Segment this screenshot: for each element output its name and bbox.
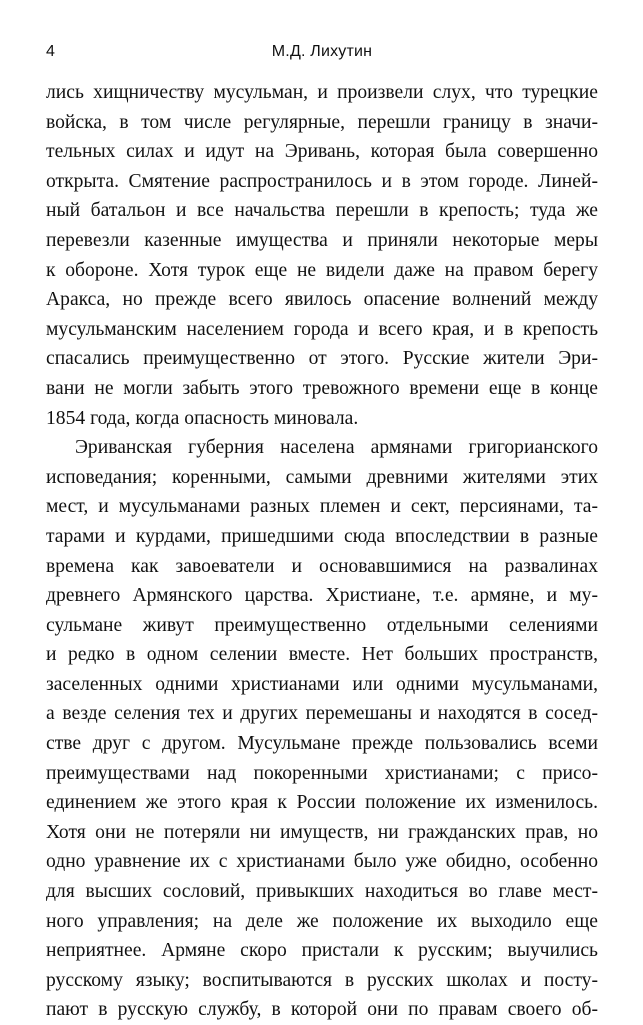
text-line: лись хищничеству мусульман, и произвели слух, что турецкие	[46, 82, 598, 103]
text-line: тельных силах и идут на Эривань, которая была совершенно	[46, 141, 598, 163]
text-line: тарами и курдами, пришедшими сюда впоследствии в разные	[46, 525, 598, 547]
text-line: 1854 года, когда опасность миновала.	[46, 407, 359, 429]
page-number: 4	[46, 43, 56, 60]
text-line: Хотя они не потеряли ни имуществ, ни гражданских прав, но	[46, 821, 598, 843]
text-line: исповедания; коренными, самыми древними жителями этих	[46, 466, 598, 488]
running-head: М.Д. Лихутин	[271, 43, 373, 60]
paragraph-1	[46, 78, 598, 433]
text-line: ного управления; на деле же положение их выходило еще	[46, 910, 598, 932]
text-line: мест, и мусульманами разных племен и сект, персиянами, та-	[46, 496, 598, 518]
text-line: Эриванская губерния населена армянами григорианского	[75, 437, 598, 459]
text-line: русскому языку; воспитываются в русских школах и посту-	[46, 969, 598, 991]
text-line: к обороне. Хотя турок еще не видели даже на правом берегу	[46, 259, 598, 281]
text-line: времена как завоеватели и основавшимися на развалинах	[46, 555, 598, 577]
page-header	[46, 43, 598, 67]
text-line: сульмане живут преимущественно отдельными селениями	[46, 614, 598, 636]
text-line: ный батальон и все начальства перешли в крепость; туда же	[46, 200, 598, 222]
text-line: мусульманским населением города и всего края, и в крепость	[46, 318, 598, 340]
text-line: преимуществами над покоренными христианами; с присо-	[46, 762, 598, 784]
text-line: для высших сословий, привыкших находиться во главе мест-	[46, 881, 598, 903]
text-line: Аракса, но прежде всего явилось опасение волнений между	[46, 289, 598, 311]
text-line: войска, в том числе регулярные, перешли границу в значи-	[46, 111, 598, 133]
text-line: а везде селения тех и других перемешаны и находятся в сосед-	[46, 703, 598, 725]
text-line: и редко в одном селении вместе. Нет больших пространств,	[46, 644, 598, 666]
text-line: открыта. Смятение распространилось и в этом городе. Линей-	[46, 170, 598, 192]
text-line: стве друг с другом. Мусульмане прежде пользовались всеми	[46, 733, 598, 755]
text-line: древнего Армянского царства. Христиане, т.е. армяне, и му-	[46, 585, 598, 607]
body-text	[46, 78, 598, 1025]
text-line: одно уравнение их с христианами было уже обидно, особенно	[46, 851, 598, 873]
text-line: неприятнее. Армяне скоро пристали к русским; выучились	[46, 940, 598, 962]
text-line: перевезли казенные имущества и приняли некоторые меры	[46, 229, 598, 251]
paragraph-2	[46, 433, 598, 1025]
text-line: пают в русскую службу, в которой они по правам своего об-	[46, 999, 598, 1021]
text-line: спасались преимущественно от этого. Русские жители Эри-	[46, 348, 598, 370]
text-line: единением же этого края к России положение их изменилось.	[46, 792, 598, 814]
text-line: вани не могли забыть этого тревожного времени еще в конце	[46, 377, 598, 399]
text-line: заселенных одними христианами или одними мусульманами,	[46, 673, 598, 695]
